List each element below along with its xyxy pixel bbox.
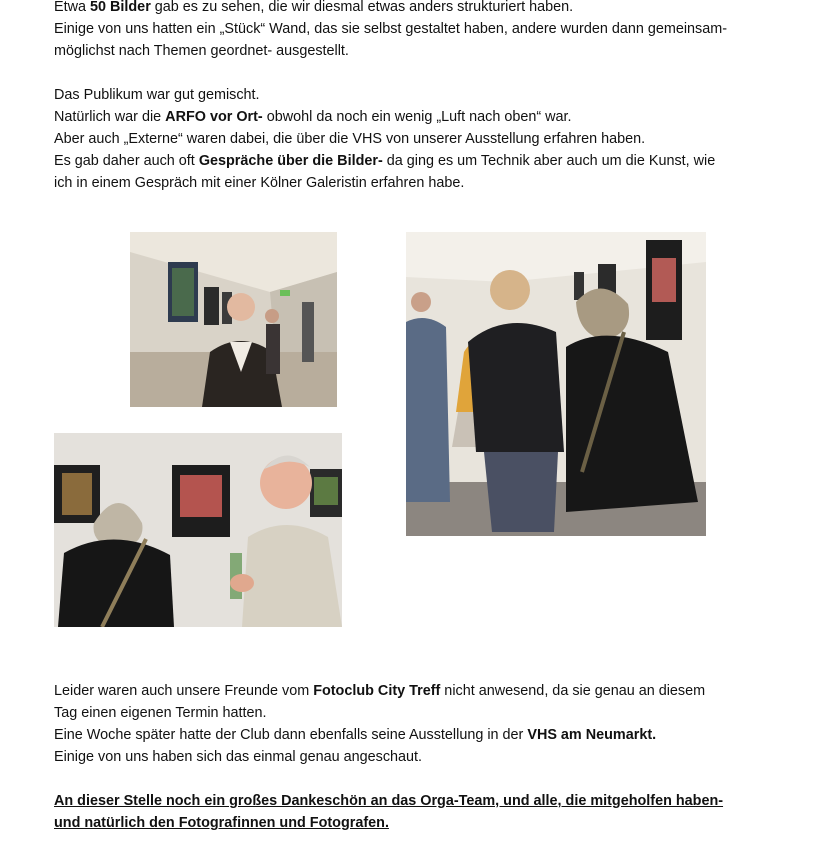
intro-paragraph <box>54 0 774 62</box>
thanks-line-2: und natürlich den Fotografinnen und Fotografen. <box>54 815 389 831</box>
visitors-back-image <box>406 232 706 536</box>
audience-line-4: Es gab daher auch oft Gespräche über die Bilder- da ging es um Technik aber auch um die Kunst, wie <box>54 153 716 169</box>
corridor-man-image <box>130 232 337 407</box>
club-line-4: Einige von uns haben sich das einmal genau angeschaut. <box>54 749 423 765</box>
club-paragraph <box>54 680 774 768</box>
thanks-line-1: An dieser Stelle noch ein großes Dankeschön an das Orga-Team, und alle, die mitgeholfen haben- <box>54 793 724 809</box>
club-line-3: Eine Woche später hatte der Club dann ebenfalls seine Ausstellung in der VHS am Neumarkt. <box>54 727 657 743</box>
intro-line-1: Etwa 50 Bilder gab es zu sehen, die wir diesmal etwas anders strukturiert haben. <box>54 0 574 15</box>
woman-man-wall-image <box>54 433 342 627</box>
audience-line-5: ich in einem Gespräch mit einer Kölner Galeristin erfahren habe. <box>54 175 465 191</box>
thanks-paragraph <box>54 790 774 834</box>
intro-line-3: möglichst nach Themen geordnet- ausgestellt. <box>54 43 349 59</box>
club-line-1: Leider waren auch unsere Freunde vom Fotoclub City Treff nicht anwesend, da sie genau an diesem <box>54 683 706 699</box>
photo-visitors-back <box>406 232 706 536</box>
photo-woman-man-wall <box>54 433 342 627</box>
audience-line-2: Natürlich war die ARFO vor Ort- obwohl da noch ein wenig „Luft nach oben“ war. <box>54 109 572 125</box>
audience-line-3: Aber auch „Externe“ waren dabei, die über die VHS von unserer Ausstellung erfahren haben. <box>54 131 646 147</box>
audience-paragraph <box>54 84 774 194</box>
club-line-2: Tag einen eigenen Termin hatten. <box>54 705 267 721</box>
audience-line-1: Das Publikum war gut gemischt. <box>54 87 260 103</box>
intro-line-2: Einige von uns hatten ein „Stück“ Wand, das sie selbst gestaltet haben, andere wurden dann gemeinsam- <box>54 21 728 37</box>
photo-corridor-man <box>130 232 337 407</box>
